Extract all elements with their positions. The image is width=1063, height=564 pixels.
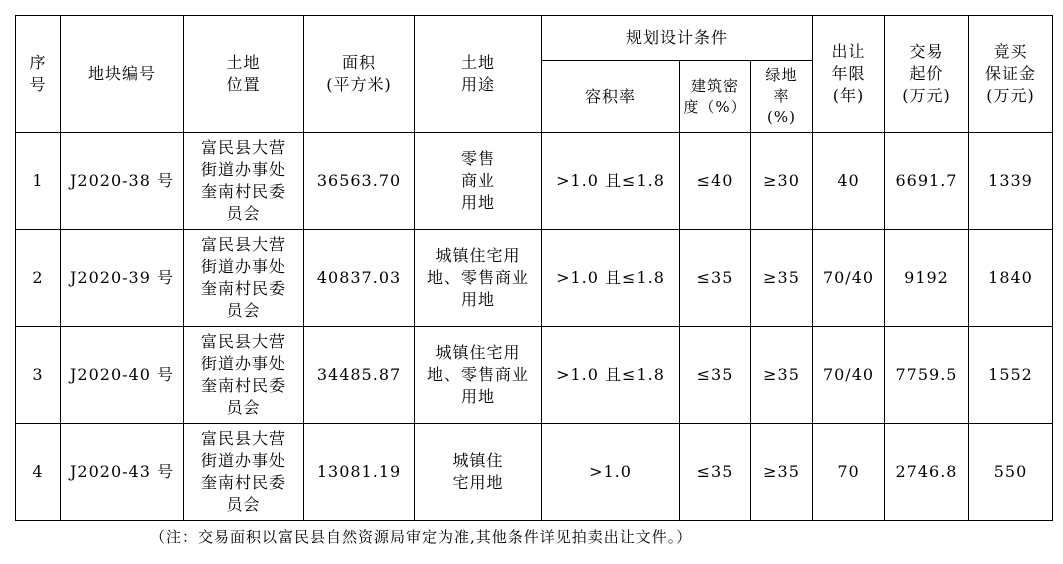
cell-land-use: 城镇住 宅用地 xyxy=(415,424,542,521)
cell-green-ratio: ≥35 xyxy=(751,327,813,424)
cell-area: 13081.19 xyxy=(304,424,415,521)
cell-location: 富民县大营 街道办事处 奎南村民委 员会 xyxy=(184,424,304,521)
cell-green-ratio: ≥30 xyxy=(751,133,813,230)
cell-transfer-term: 70 xyxy=(813,424,885,521)
footnote: （注：交易面积以富民县自然资源局审定为准,其他条件详见拍卖出让文件。） xyxy=(150,528,693,546)
cell-deposit: 1840 xyxy=(969,230,1053,327)
cell-green-ratio: ≥35 xyxy=(751,230,813,327)
cell-floor-area-ratio: >1.0 xyxy=(542,424,680,521)
cell-transfer-term: 70/40 xyxy=(813,230,885,327)
cell-building-density: ≤35 xyxy=(680,424,751,521)
cell-parcel-code: J2020-43 号 xyxy=(61,424,184,521)
header-building-density: 建筑密 度（%） xyxy=(680,61,751,133)
cell-green-ratio: ≥35 xyxy=(751,424,813,521)
header-parcel-code: 地块编号 xyxy=(61,16,184,133)
cell-land-use: 城镇住宅用 地、零售商业 用地 xyxy=(415,230,542,327)
cell-start-price: 6691.7 xyxy=(885,133,969,230)
cell-location: 富民县大营 街道办事处 奎南村民委 员会 xyxy=(184,230,304,327)
cell-area: 36563.70 xyxy=(304,133,415,230)
cell-parcel-code: J2020-40 号 xyxy=(61,327,184,424)
cell-location: 富民县大营 街道办事处 奎南村民委 员会 xyxy=(184,133,304,230)
cell-floor-area-ratio: >1.0 且≤1.8 xyxy=(542,230,680,327)
cell-parcel-code: J2020-38 号 xyxy=(61,133,184,230)
header-deposit: 竟买 保证金 (万元) xyxy=(969,16,1053,133)
cell-deposit: 1339 xyxy=(969,133,1053,230)
cell-area: 40837.03 xyxy=(304,230,415,327)
table-row xyxy=(16,230,1053,327)
cell-start-price: 2746.8 xyxy=(885,424,969,521)
cell-floor-area-ratio: >1.0 且≤1.8 xyxy=(542,133,680,230)
header-start-price: 交易 起价 (万元) xyxy=(885,16,969,133)
header-transfer-term: 出让 年限 (年) xyxy=(813,16,885,133)
cell-area: 34485.87 xyxy=(304,327,415,424)
table-body xyxy=(16,133,1053,521)
header-location: 土地 位置 xyxy=(184,16,304,133)
cell-location: 富民县大营 街道办事处 奎南村民委 员会 xyxy=(184,327,304,424)
cell-seq: 1 xyxy=(16,133,61,230)
cell-seq: 3 xyxy=(16,327,61,424)
land-transfer-table xyxy=(15,15,1053,521)
table-row xyxy=(16,133,1053,230)
cell-transfer-term: 70/40 xyxy=(813,327,885,424)
cell-building-density: ≤40 xyxy=(680,133,751,230)
cell-seq: 4 xyxy=(16,424,61,521)
header-green-ratio: 绿地 率 (%) xyxy=(751,61,813,133)
header-land-use: 土地 用途 xyxy=(415,16,542,133)
header-planning-conditions: 规划设计条件 xyxy=(542,16,813,61)
cell-start-price: 9192 xyxy=(885,230,969,327)
table-header xyxy=(16,16,1053,133)
header-area: 面积 (平方米) xyxy=(304,16,415,133)
cell-seq: 2 xyxy=(16,230,61,327)
table-row xyxy=(16,327,1053,424)
cell-transfer-term: 40 xyxy=(813,133,885,230)
cell-land-use: 零售 商业 用地 xyxy=(415,133,542,230)
cell-land-use: 城镇住宅用 地、零售商业 用地 xyxy=(415,327,542,424)
cell-parcel-code: J2020-39 号 xyxy=(61,230,184,327)
cell-floor-area-ratio: >1.0 且≤1.8 xyxy=(542,327,680,424)
cell-building-density: ≤35 xyxy=(680,230,751,327)
header-seq: 序 号 xyxy=(16,16,61,133)
cell-start-price: 7759.5 xyxy=(885,327,969,424)
table-row xyxy=(16,424,1053,521)
header-floor-area-ratio: 容积率 xyxy=(542,61,680,133)
cell-deposit: 1552 xyxy=(969,327,1053,424)
cell-building-density: ≤35 xyxy=(680,327,751,424)
cell-deposit: 550 xyxy=(969,424,1053,521)
